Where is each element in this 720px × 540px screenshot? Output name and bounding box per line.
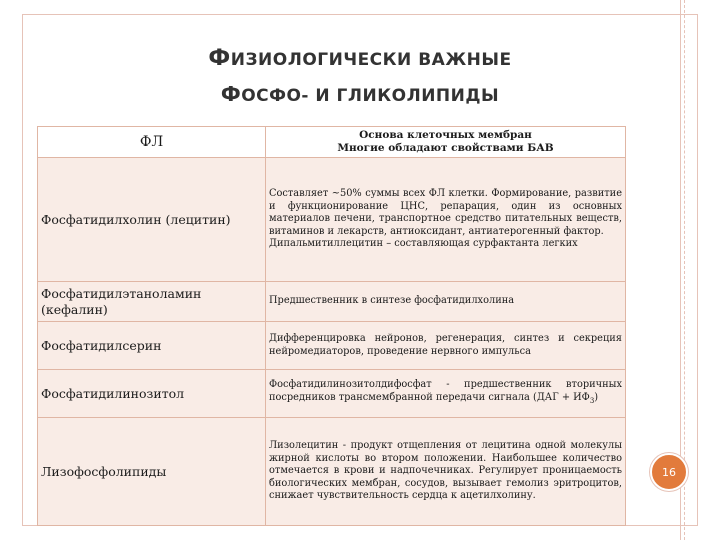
page-number-badge: 16 bbox=[650, 453, 688, 491]
lipid-name: Фосфатидилсерин bbox=[38, 322, 266, 370]
table-row bbox=[38, 418, 626, 526]
table-row bbox=[38, 282, 626, 322]
table-header-row bbox=[38, 127, 626, 158]
table-row bbox=[38, 158, 626, 282]
lipid-name: Фосфатидилхолин (лецитин) bbox=[38, 158, 266, 282]
table-row bbox=[38, 370, 626, 418]
header-fl: ФЛ bbox=[38, 127, 266, 158]
header-description: Основа клеточных мембран Многие обладают свойствами БАВ bbox=[266, 127, 626, 158]
lipid-description: Фосфатидилинозитолдифосфат - предшественник вторичных посредников трансмембранной передачи сигнала $(ДАГ + ИФ_3)$ bbox=[266, 370, 626, 418]
phospholipid-table bbox=[37, 126, 626, 526]
lipid-name: Лизофосфолипиды bbox=[38, 418, 266, 526]
lipid-name: Фосфатидилинозитол bbox=[38, 370, 266, 418]
lipid-description: Составляет ~50% суммы всех ФЛ клетки. Формирование, развитие и функционирование ЦНС, репарация, один из основных материалов печени, транспортное средство питательных веществ, витаминов и лекарств, антиоксидант, антиатерогенный фактор. Дипальмитиллецитин – составляющая сурфактанта легких bbox=[266, 158, 626, 282]
slide-title-line2: ФОСФО- И ГЛИКОЛИПИДЫ bbox=[220, 82, 500, 106]
slide-title-line1: ФИЗИОЛОГИЧЕСКИ ВАЖНЫЕ bbox=[208, 46, 512, 71]
lipid-name: Фосфатидилэтаноламин (кефалин) bbox=[38, 282, 266, 322]
lipid-description: Лизолецитин - продукт отщепления от лецитина одной молекулы жирной кислоты во втором положении. Наибольшее количество отмечается в крови и надпочечниках. Регулирует проницаемость биологических мембран, сосудов, вызывает гемолиз эритроцитов, снижает чувствительность сердца к ацетилхолину. bbox=[266, 418, 626, 526]
decorative-dashed-line bbox=[684, 0, 686, 540]
lipid-description: Дифференцировка нейронов, регенерация, синтез и секреция нейромедиаторов, проведение нервного импульса bbox=[266, 322, 626, 370]
lipid-description: Предшественник в синтезе фосфатидилхолина bbox=[266, 282, 626, 322]
table-row bbox=[38, 322, 626, 370]
